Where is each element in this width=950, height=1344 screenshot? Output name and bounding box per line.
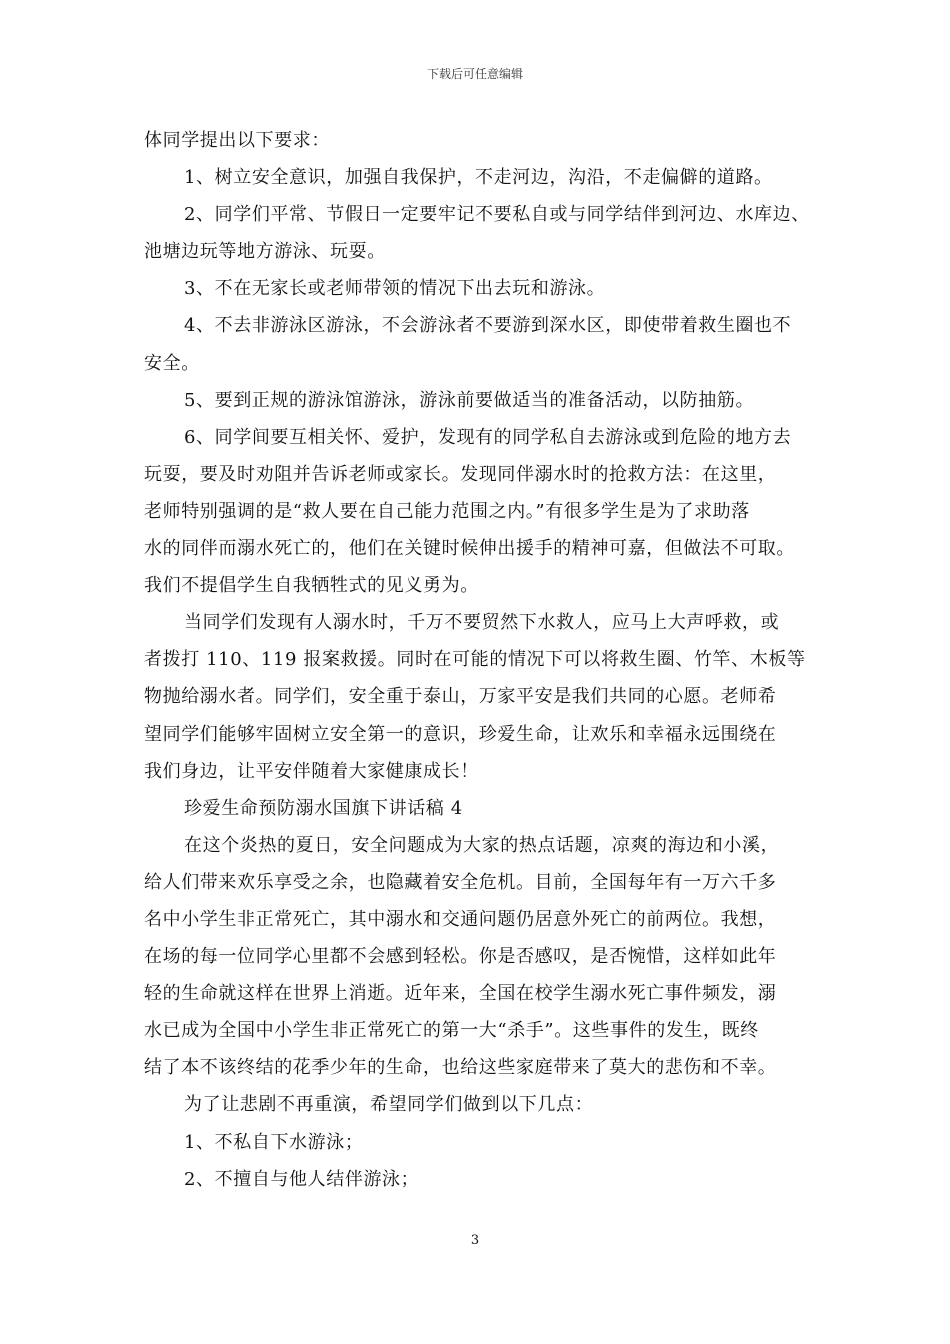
text-line: 6、同学间要互相关怀、爱护，发现有的同学私自去游泳或到危险的地方去 <box>184 426 792 448</box>
text-line: 池塘边玩等地方游泳、玩耍。 <box>144 241 386 263</box>
text-line: 3、不在无家长或老师带领的情况下出去玩和游泳。 <box>184 278 606 300</box>
text-line: 我们不提倡学生自我牺牲式的见义勇为。 <box>144 575 479 597</box>
text-line: 安全。 <box>144 352 200 374</box>
text-line: 水的同伴而溺水死亡的，他们在关键时候伸出援手的精神可嘉，但做法不可取。 <box>144 538 795 560</box>
text-line: 给人们带来欢乐享受之余，也隐藏着安全危机。目前，全国每年有一万六千多 <box>144 871 777 893</box>
text-line: 结了本不该终结的花季少年的生命，也给这些家庭带来了莫大的悲伤和不幸。 <box>144 1057 777 1079</box>
text-line: 1、不私自下水游泳； <box>184 1131 364 1153</box>
page-header: 下载后可任意编辑 <box>426 67 523 81</box>
text-line: 我们身边，让平安伴随着大家健康成长！ <box>144 760 479 782</box>
text-line: 珍爱生命预防溺水国旗下讲话稿 4 <box>184 797 463 819</box>
text-line: 老师特别强调的是“救人要在自己能力范围之内。”有很多学生是为了求助落 <box>144 500 750 522</box>
text-line: 2、不擅自与他人结伴游泳； <box>184 1168 420 1190</box>
text-line: 者拨打 110、119 报案救援。同时在可能的情况下可以将救生圈、竹竿、木板等 <box>144 649 806 671</box>
text-line: 为了让悲剧不再重演，希望同学们做到以下几点： <box>184 1094 594 1116</box>
text-line: 物抛给溺水者。同学们，安全重于泰山，万家平安是我们共同的心愿。老师希 <box>144 686 777 708</box>
text-line: 玩耍，要及时劝阻并告诉老师或家长。发现同伴溺水时的抢救方法：在这里， <box>144 463 777 485</box>
text-line: 望同学们能够牢固树立安全第一的意识，珍爱生命，让欢乐和幸福永远围绕在 <box>144 723 777 745</box>
text-line: 在这个炎热的夏日，安全问题成为大家的热点话题，凉爽的海边和小溪， <box>184 834 780 856</box>
document-body <box>144 122 809 1198</box>
text-line: 体同学提出以下要求： <box>144 130 330 151</box>
text-line: 2、同学们平常、节假日一定要牢记不要私自或与同学结伴到河边、水库边、 <box>184 204 810 226</box>
text-line: 轻的生命就这样在世界上消逝。近年来，全国在校学生溺水死亡事件频发，溺 <box>144 983 777 1005</box>
text-line: 5、要到正规的游泳馆游泳，游泳前要做适当的准备活动，以防抽筋。 <box>184 389 755 411</box>
text-line: 水已成为全国中小学生非正常死亡的第一大“杀手”。这些事件的发生，既终 <box>144 1020 759 1042</box>
text-line: 当同学们发现有人溺水时，千万不要贸然下水救人，应马上大声呼救，或 <box>184 612 780 634</box>
text-line: 在场的每一位同学心里都不会感到轻松。你是否感叹，是否惋惜，这样如此年 <box>144 946 777 968</box>
text-line: 1、树立安全意识，加强自我保护，不走河边，沟沿，不走偏僻的道路。 <box>184 167 773 189</box>
page-number: 3 <box>470 1233 480 1248</box>
text-line: 名中小学生非正常死亡，其中溺水和交通问题仍居意外死亡的前两位。我想， <box>144 908 777 930</box>
text-line: 4、不去非游泳区游泳，不会游泳者不要游到深水区，即使带着救生圈也不 <box>184 315 792 337</box>
